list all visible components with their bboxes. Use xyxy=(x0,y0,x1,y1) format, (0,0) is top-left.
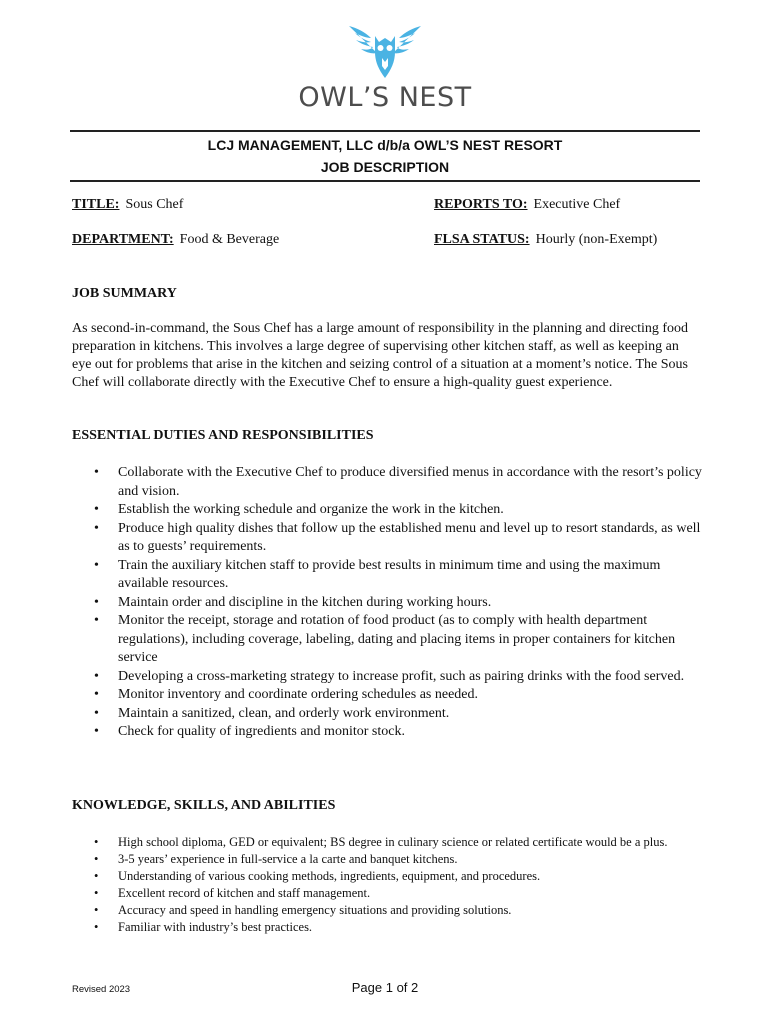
bottom-rule xyxy=(70,180,700,182)
list-item: • Developing a cross-marketing strategy to increase profit, such as pairing drinks with the food served. xyxy=(72,668,702,687)
list-item: • Monitor inventory and coordinate ordering schedules as needed. xyxy=(72,686,702,705)
list-item: • Maintain a sanitized, clean, and orderly work environment. xyxy=(72,705,702,724)
job-summary-text: As second-in-command, the Sous Chef has a large amount of responsibility in the planning and directing food preparation in kitchens. This involves a large degree of supervising other kitchen staff, as well as keeping an eye out for problems that arise in the kitchen and seizing control of a situation at a moment’s notice. The Sous Chef will collaborate directly with the Executive Chef to ensure a high-quality guest experience. xyxy=(72,321,689,390)
list-item: • Establish the working schedule and organize the work in the kitchen. xyxy=(72,501,702,520)
reports-to-label: REPORTS TO: xyxy=(434,197,528,212)
job-summary-title: JOB SUMMARY xyxy=(72,286,177,301)
revised-date: Revised 2023 xyxy=(72,984,131,995)
list-item: • Accuracy and speed in handling emergency situations and providing solutions. xyxy=(72,902,702,919)
owl-icon xyxy=(347,22,423,80)
flsa-status-value: Hourly (non-Exempt) xyxy=(535,232,658,247)
title-value: Sous Chef xyxy=(125,197,184,212)
department-value: Food & Beverage xyxy=(179,232,280,247)
top-rule xyxy=(70,130,700,132)
document-title: JOB DESCRIPTION xyxy=(320,159,450,175)
department-field xyxy=(72,232,279,248)
list-item: • Monitor the receipt, storage and rotation of food product (as to comply with health department regulations), including coverage, labeling, dating and placing items in proper containers for kitchen service xyxy=(72,612,702,668)
list-item: • Familiar with industry’s best practices. xyxy=(72,919,702,936)
department-label: DEPARTMENT: xyxy=(72,232,174,247)
duties-title: ESSENTIAL DUTIES AND RESPONSIBILITIES xyxy=(72,428,374,443)
list-item: • Train the auxiliary kitchen staff to provide best results in minimum time and using the maximum available resources. xyxy=(72,557,702,594)
reports-to-field xyxy=(434,197,620,213)
title-label: TITLE: xyxy=(72,197,120,212)
list-item: • Excellent record of kitchen and staff management. xyxy=(72,885,702,902)
company-heading: LCJ MANAGEMENT, LLC d/b/a OWL’S NEST RESORT xyxy=(207,137,563,153)
list-item: • Collaborate with the Executive Chef to produce diversified menus in accordance with the resort’s policy and vision. xyxy=(72,464,702,501)
list-item: • High school diploma, GED or equivalent; BS degree in culinary science or related certificate would be a plus. xyxy=(72,834,702,851)
list-item: • Maintain order and discipline in the kitchen during working hours. xyxy=(72,594,702,613)
list-item: • 3-5 years’ experience in full-service a la carte and banquet kitchens. xyxy=(72,851,702,868)
resort-logo xyxy=(0,22,770,113)
list-item: • Produce high quality dishes that follow up the established menu and level up to resort standards, as well as to guests’ requirements. xyxy=(72,520,702,557)
logo-text: OWL’S NEST xyxy=(298,82,472,113)
flsa-status-label: FLSA STATUS: xyxy=(434,232,530,247)
title-field xyxy=(72,197,183,213)
list-item: • Understanding of various cooking methods, ingredients, equipment, and procedures. xyxy=(72,868,702,885)
list-item: • Check for quality of ingredients and monitor stock. xyxy=(72,723,702,742)
flsa-status-field xyxy=(434,232,657,248)
duties-list xyxy=(72,464,702,742)
skills-title: KNOWLEDGE, SKILLS, AND ABILITIES xyxy=(72,798,336,813)
reports-to-value: Executive Chef xyxy=(533,197,621,212)
skills-list xyxy=(72,834,702,936)
page-number: Page 1 of 2 xyxy=(351,980,419,995)
